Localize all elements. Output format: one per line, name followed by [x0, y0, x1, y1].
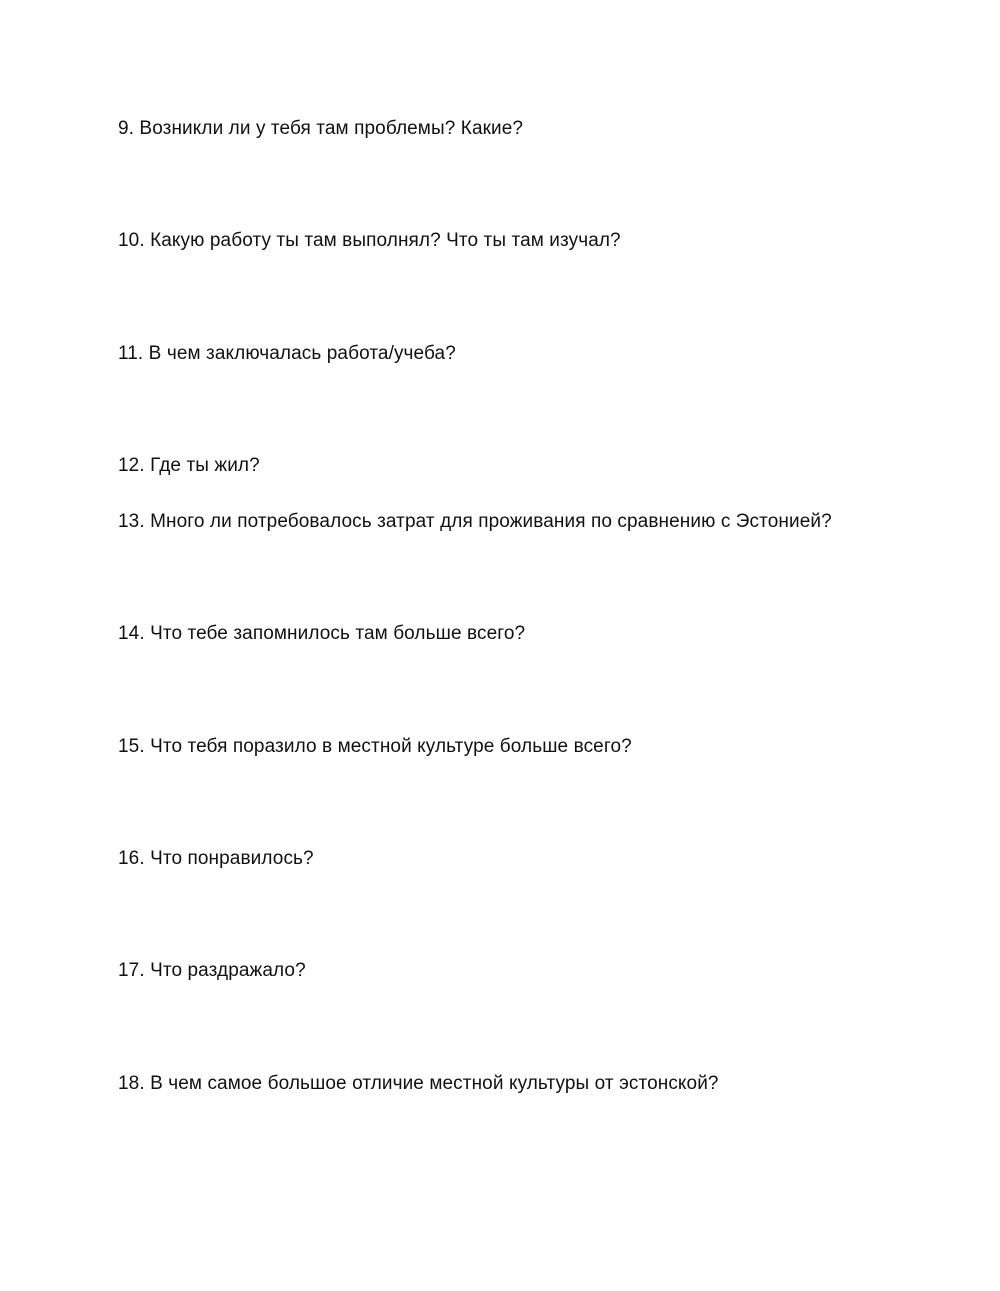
- question-9: 9. Возникли ли у тебя там проблемы? Какие?: [118, 118, 524, 139]
- question-13: 13. Много ли потребовалось затрат для проживания по сравнению с Эстонией?: [118, 511, 832, 532]
- question-16: 16. Что понравилось?: [118, 848, 314, 869]
- question-18: 18. В чем самое большое отличие местной культуры от эстонской?: [118, 1073, 719, 1094]
- question-14: 14. Что тебе запомнилось там больше всего?: [118, 623, 526, 644]
- question-15: 15. Что тебя поразило в местной культуре больше всего?: [118, 736, 632, 757]
- question-17: 17. Что раздражало?: [118, 960, 306, 981]
- question-10: 10. Какую работу ты там выполнял? Что ты там изучал?: [118, 230, 621, 251]
- question-11: 11. В чем заключалась работа/учеба?: [118, 343, 456, 364]
- question-12: 12. Где ты жил?: [118, 455, 260, 476]
